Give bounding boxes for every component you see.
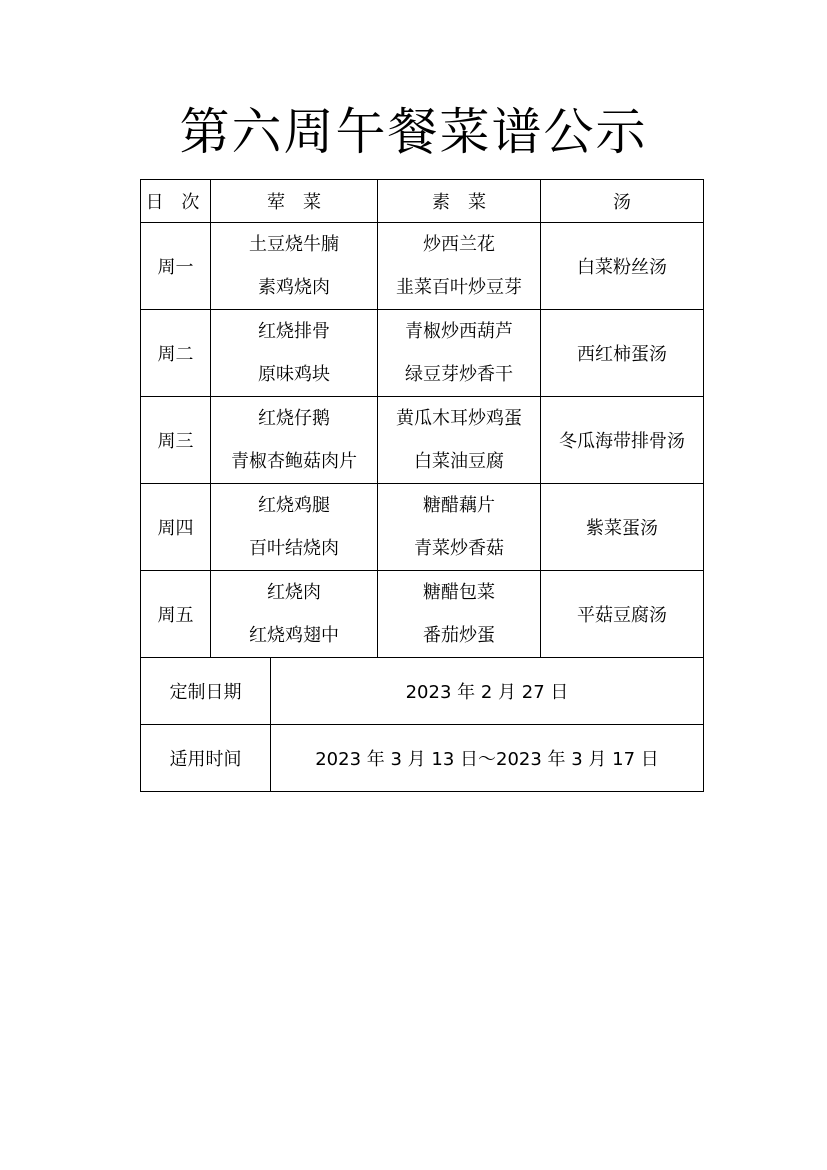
dish: 红烧仔鹅 xyxy=(258,408,330,429)
header-soup: 汤 xyxy=(541,180,704,223)
dish: 百叶结烧肉 xyxy=(249,538,339,559)
applicable-time-value: 2023 年 3 月 13 日～2023 年 3 月 17 日 xyxy=(271,725,704,792)
soup: 平菇豆腐汤 xyxy=(541,571,704,658)
dish: 白菜油豆腐 xyxy=(414,451,504,472)
dish: 红烧鸡腿 xyxy=(258,495,330,516)
applicable-time-row xyxy=(141,725,704,792)
header-row xyxy=(141,180,704,223)
header-veg: 素 菜 xyxy=(378,180,541,223)
veg-dishes xyxy=(378,223,541,310)
day-label: 周四 xyxy=(141,484,211,571)
meat-dishes xyxy=(211,484,378,571)
meat-dishes xyxy=(211,571,378,658)
dish: 绿豆芽炒香干 xyxy=(405,364,513,385)
meat-dishes xyxy=(211,223,378,310)
veg-dishes xyxy=(378,484,541,571)
dish: 韭菜百叶炒豆芽 xyxy=(396,277,522,298)
menu-table xyxy=(140,179,704,792)
meat-dishes xyxy=(211,397,378,484)
meat-dishes xyxy=(211,310,378,397)
soup: 白菜粉丝汤 xyxy=(541,223,704,310)
veg-dishes xyxy=(378,571,541,658)
page-title: 第六周午餐菜谱公示 xyxy=(179,103,648,161)
dish: 黄瓜木耳炒鸡蛋 xyxy=(396,408,522,429)
dish: 番茄炒蛋 xyxy=(423,625,495,646)
day-label: 周三 xyxy=(141,397,211,484)
dish: 红烧鸡翅中 xyxy=(249,625,339,646)
header-day: 日 次 xyxy=(141,180,211,223)
dish: 青菜炒香菇 xyxy=(414,538,504,559)
dish: 素鸡烧肉 xyxy=(258,277,330,298)
dish: 青椒杏鲍菇肉片 xyxy=(231,451,357,472)
day-label: 周一 xyxy=(141,223,211,310)
veg-dishes xyxy=(378,397,541,484)
dish: 炒西兰花 xyxy=(423,234,495,255)
day-row-tue xyxy=(141,310,704,397)
day-row-fri xyxy=(141,571,704,658)
soup: 紫菜蛋汤 xyxy=(541,484,704,571)
dish: 红烧肉 xyxy=(267,582,321,603)
day-row-mon xyxy=(141,223,704,310)
veg-dishes xyxy=(378,310,541,397)
made-date-row xyxy=(141,658,704,725)
made-date-label: 定制日期 xyxy=(141,658,271,725)
soup: 冬瓜海带排骨汤 xyxy=(541,397,704,484)
dish: 青椒炒西葫芦 xyxy=(405,321,513,342)
applicable-time-label: 适用时间 xyxy=(141,725,271,792)
dish: 糖醋藕片 xyxy=(423,495,495,516)
made-date-value: 2023 年 2 月 27 日 xyxy=(271,658,704,725)
dish: 土豆烧牛腩 xyxy=(249,234,339,255)
header-meat: 荤 菜 xyxy=(211,180,378,223)
day-label: 周二 xyxy=(141,310,211,397)
dish: 糖醋包菜 xyxy=(423,582,495,603)
dish: 红烧排骨 xyxy=(258,321,330,342)
soup: 西红柿蛋汤 xyxy=(541,310,704,397)
day-row-wed xyxy=(141,397,704,484)
day-row-thu xyxy=(141,484,704,571)
dish: 原味鸡块 xyxy=(258,364,330,385)
day-label: 周五 xyxy=(141,571,211,658)
